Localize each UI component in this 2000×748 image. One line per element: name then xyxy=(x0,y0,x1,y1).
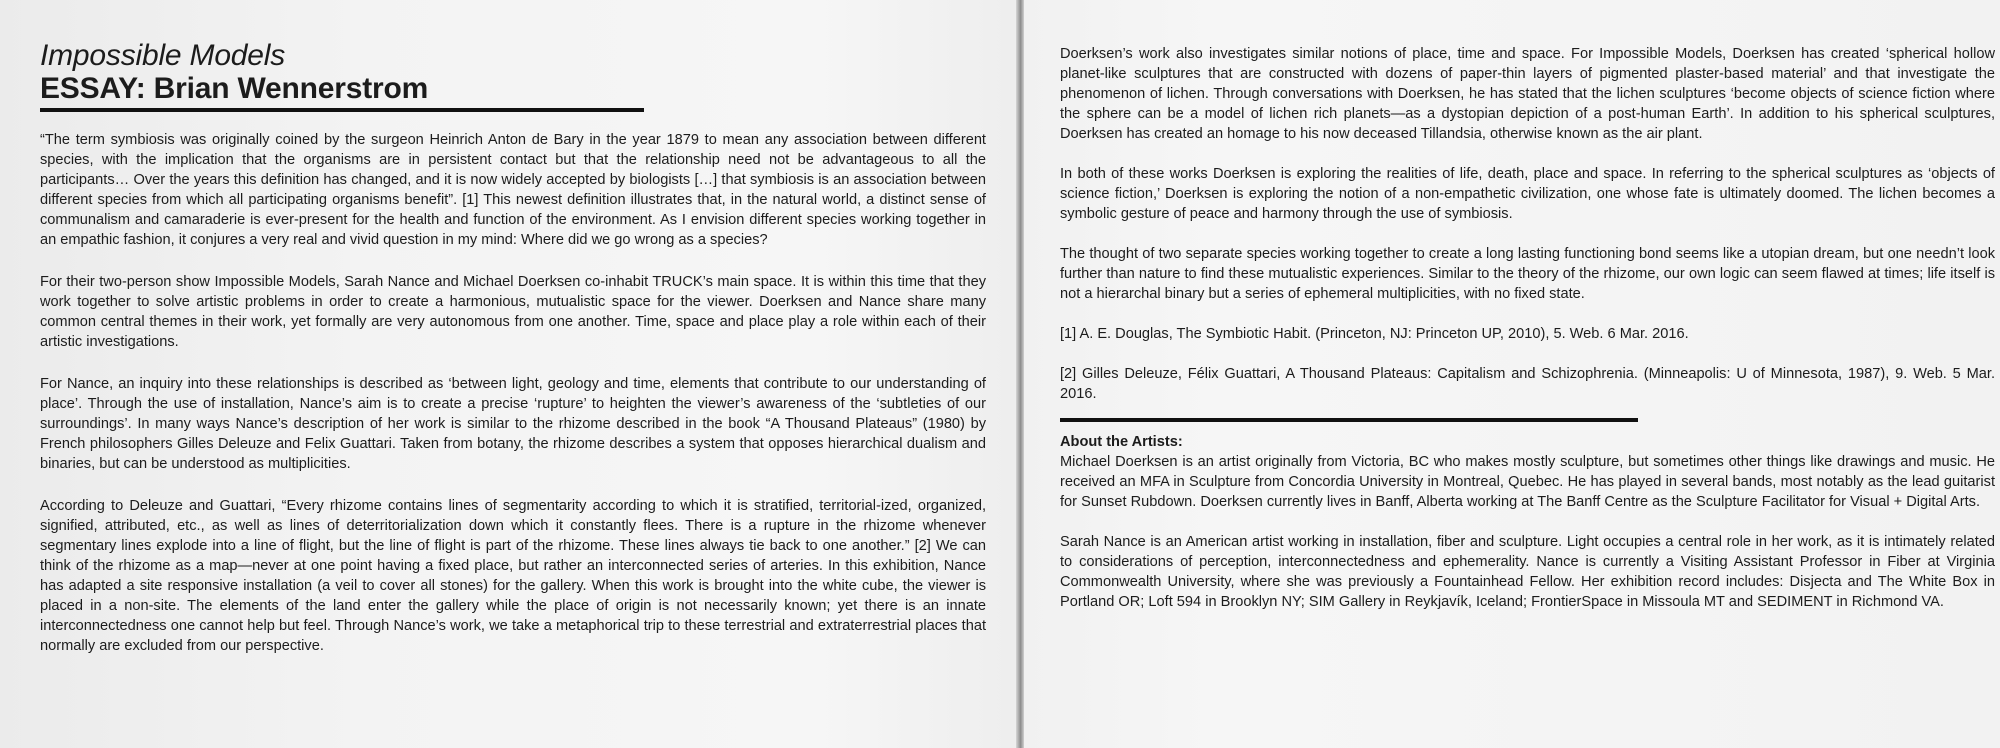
essay-heading: ESSAY: Brian Wennerstrom xyxy=(40,72,429,105)
essay-paragraph: For their two-person show Impossible Models, Sarah Nance and Michael Doerksen co-inhabit TRUCK’s main space. It is within this time that they work together to solve artistic problems in order to create a harmonious, mutualistic space for the viewer. Doerksen and Nance share many common central themes in their work, yet formally are very autonomous from one another. Time, space and place play a role within each of their artistic investigations. xyxy=(40,274,986,350)
essay-paragraph: The thought of two separate species working together to create a long lasting functioning bond seems like a utopian dream, but one needn’t look further than nature to find these mutualistic experiences. Similar to the theory of the rhizome, our own logic can seem flawed at times; life itself is not a hierarchal binary but a series of ephemeral multiplicities, with no fixed state. xyxy=(1060,246,1995,302)
book-gutter xyxy=(1016,0,1024,748)
essay-continuation-column xyxy=(1060,44,1995,632)
exhibition-title: Impossible Models xyxy=(40,39,286,72)
artist-bio: Michael Doerksen is an artist originally from Victoria, BC who makes mostly sculpture, but sometimes other things like drawings and music. He received an MFA in Sculpture from Concordia University in Montreal, Quebec. He has played in several bands, most notably as the lead guitarist for Sunset Rubdown. Doerksen currently lives in Banff, Alberta working at The Banff Centre as the Sculpture Facilitator for Visual + Digital Arts. xyxy=(1060,454,1995,510)
right-page xyxy=(1024,0,2000,748)
title-divider xyxy=(40,108,644,112)
essay-paragraph: In both of these works Doerksen is exploring the realities of life, death, place and space. In referring to the spherical sculptures as ‘objects of science fiction,’ Doerksen is exploring the notion of a non-empathetic civilization, one whose fate is ultimately doomed. The lichen becomes a symbolic gesture of peace and harmony through the use of symbiosis. xyxy=(1060,166,1995,222)
about-divider xyxy=(1060,418,1638,422)
essay-paragraph: For Nance, an inquiry into these relationships is described as ‘between light, geology and time, elements that contribute to our understanding of place’. Through the use of installation, Nance’s aim is to create a precise ‘rupture’ to heighten the viewer’s awareness of the ‘subtleties of our surroundings’. In many ways Nance’s description of her work is similar to the rhizome described in the book “A Thousand Plateaus” (1980) by French philosophers Gilles Deleuze and Felix Guattari. Taken from botany, the rhizome describes a system that opposes hierarchical dualism and binaries, but can be understood as multiplicities. xyxy=(40,376,986,472)
essay-paragraph: “The term symbiosis was originally coined by the surgeon Heinrich Anton de Bary in the year 1879 to mean any association between different species, with the implication that the organisms are in persistent contact but that the relationship need not be advantageous to all the participants… Over the years this definition has changed, and it is now widely accepted by biologists […] that symbiosis is an association between different species from which all participating organisms benefit”. [1] This newest definition illustrates that, in the natural world, a distinct sense of communalism and camaraderie is ever-present for the health and function of the environment. As I envision different species working together in an empathic fashion, it conjures a very real and vivid question in my mind: Where did we go wrong as a species? xyxy=(40,132,986,248)
essay-paragraph: Doerksen’s work also investigates similar notions of place, time and space. For Impossible Models, Doerksen has created ‘spherical hollow planet-like sculptures that are constructed with dozens of paper-thin layers of pigmented plaster-based material’ and that investigate the phenomenon of lichen. Through conversations with Doerksen, he has stated that the lichen sculptures ‘become objects of science fiction where the sphere can be a model of lichen rich planets—as a dystopian depiction of a post-human Earth’. In addition to his spherical sculptures, Doerksen has created an homage to his now deceased Tillandsia, otherwise known as the air plant. xyxy=(1060,46,1995,142)
essay-paragraph: According to Deleuze and Guattari, “Every rhizome contains lines of segmentarity according to which it is stratified, territorial-ized, organized, signified, attributed, etc., as well as lines of deterritorialization down which it constantly flees. There is a rupture in the rhizome whenever segmentary lines explode into a line of flight, but the line of flight is part of the rhizome. These lines always tie back to one another.” [2] We can think of the rhizome as a map—never at one point having a fixed place, but rather an interconnected series of arteries. In this exhibition, Nance has adapted a site responsive installation (a veil to cover all stones) for the gallery. When this work is brought into the white cube, the viewer is placed in a non-site. The elements of the land enter the gallery while the place of origin is not necessarily known; yet there is an innate interconnectedness one cannot help but feel. Through Nance’s work, we take a metaphorical trip to these terrestrial and extraterrestrial places that normally are excluded from our perspective. xyxy=(40,498,986,654)
about-artists-heading: About the Artists: xyxy=(1060,434,1183,450)
essay-column xyxy=(40,40,986,678)
footnote: [1] A. E. Douglas, The Symbiotic Habit. (Princeton, NJ: Princeton UP, 2010), 5. Web. 6 Mar. 2016. xyxy=(1060,326,1689,342)
footnote: [2] Gilles Deleuze, Félix Guattari, A Thousand Plateaus: Capitalism and Schizophrenia. (Minneapolis: U of Minnesota, 1987), 9. Web. 5 Mar. 2016. xyxy=(1060,366,1995,402)
artist-bio: Sarah Nance is an American artist working in installation, fiber and sculpture. Light occupies a central role in her work, as it is intimately related to considerations of perception, interconnectedness and ephemerality. Nance is currently a Visiting Assistant Professor in Fiber at Virginia Commonwealth University, where she was previously a Fountainhead Fellow. Her exhibition record includes: Disjecta and The White Box in Portland OR; Loft 594 in Brooklyn NY; SIM Gallery in Reykjavík, Iceland; FrontierSpace in Missoula MT and SEDIMENT in Richmond VA. xyxy=(1060,534,1995,610)
